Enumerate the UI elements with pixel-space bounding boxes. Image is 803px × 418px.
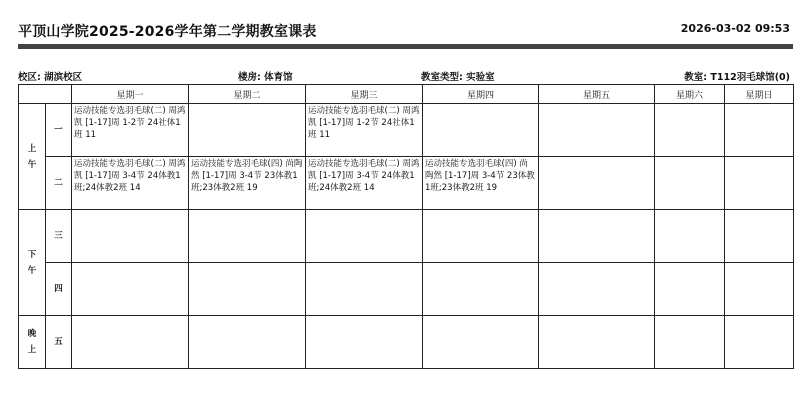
afternoon-label <box>19 210 46 316</box>
class-cell[interactable] <box>539 263 655 316</box>
slot-label: 二 <box>46 157 72 210</box>
day-header: 星期三 <box>306 85 423 104</box>
afternoon-text: 下午 <box>27 249 37 276</box>
class-cell[interactable] <box>72 263 189 316</box>
day-header: 星期一 <box>72 85 189 104</box>
evening-label <box>19 316 46 369</box>
timetable <box>18 84 794 369</box>
class-cell[interactable] <box>306 316 423 369</box>
class-cell[interactable]: 运动技能专选羽毛球(二) 周鸿凯 [1-17]周 1-2节 24社体1班 11 <box>72 104 189 157</box>
class-cell[interactable]: 运动技能专选羽毛球(四) 尚陶然 [1-17]周 3-4节 23体教1班;23体教2班 19 <box>189 157 306 210</box>
class-cell[interactable] <box>655 263 725 316</box>
class-cell[interactable] <box>725 316 794 369</box>
period-row-1 <box>19 104 794 157</box>
day-header-row <box>19 85 794 104</box>
class-cell[interactable] <box>72 210 189 263</box>
slot-label: 五 <box>46 316 72 369</box>
period-row-3 <box>19 210 794 263</box>
slot-label: 一 <box>46 104 72 157</box>
morning-text: 上午 <box>27 143 37 170</box>
class-cell[interactable] <box>306 210 423 263</box>
building-label: 楼房: 体育馆 <box>238 72 293 83</box>
day-header: 星期六 <box>655 85 725 104</box>
evening-text: 晚上 <box>27 329 37 355</box>
room-type-label: 教室类型: 实验室 <box>421 72 495 83</box>
class-cell[interactable] <box>655 157 725 210</box>
print-timestamp: 2026-03-02 09:53 <box>680 22 790 35</box>
class-cell[interactable] <box>423 316 539 369</box>
period-row-5 <box>19 316 794 369</box>
campus-label: 校区: 湖滨校区 <box>18 72 83 83</box>
class-cell[interactable]: 运动技能专选羽毛球(四) 尚陶然 [1-17]周 3-4节 23体教1班;23体教2班 19 <box>423 157 539 210</box>
class-cell[interactable] <box>655 210 725 263</box>
class-cell[interactable] <box>306 263 423 316</box>
day-header: 星期日 <box>725 85 794 104</box>
class-cell[interactable] <box>189 210 306 263</box>
class-cell[interactable]: 运动技能专选羽毛球(二) 周鸿凯 [1-17]周 3-4节 24体教1班;24体教2班 14 <box>72 157 189 210</box>
class-cell[interactable] <box>189 104 306 157</box>
room-label: 教室: T112羽毛球馆(0) <box>684 72 790 83</box>
class-cell[interactable] <box>539 104 655 157</box>
header-divider <box>18 44 793 49</box>
class-cell[interactable] <box>423 210 539 263</box>
day-header: 星期五 <box>539 85 655 104</box>
class-cell[interactable] <box>539 316 655 369</box>
class-cell[interactable] <box>725 263 794 316</box>
class-cell[interactable] <box>189 263 306 316</box>
slot-label: 三 <box>46 210 72 263</box>
slot-label: 四 <box>46 263 72 316</box>
class-cell[interactable] <box>189 316 306 369</box>
class-cell[interactable] <box>655 316 725 369</box>
class-cell[interactable] <box>423 104 539 157</box>
class-cell[interactable] <box>725 104 794 157</box>
class-cell[interactable] <box>423 263 539 316</box>
class-cell[interactable] <box>72 316 189 369</box>
page-title: 平顶山学院2025-2026学年第二学期教室课表 <box>18 24 317 40</box>
class-cell[interactable] <box>725 210 794 263</box>
day-header: 星期四 <box>423 85 539 104</box>
class-cell[interactable]: 运动技能专选羽毛球(二) 周鸿凯 [1-17]周 3-4节 24体教1班;24体教2班 14 <box>306 157 423 210</box>
class-cell[interactable] <box>539 210 655 263</box>
period-row-4 <box>19 263 794 316</box>
class-cell[interactable] <box>539 157 655 210</box>
class-cell[interactable] <box>655 104 725 157</box>
class-cell[interactable] <box>725 157 794 210</box>
morning-label <box>19 104 46 210</box>
period-row-2 <box>19 157 794 210</box>
class-cell[interactable]: 运动技能专选羽毛球(二) 周鸿凯 [1-17]周 1-2节 24社体1班 11 <box>306 104 423 157</box>
corner-cell <box>19 85 72 104</box>
day-header: 星期二 <box>189 85 306 104</box>
